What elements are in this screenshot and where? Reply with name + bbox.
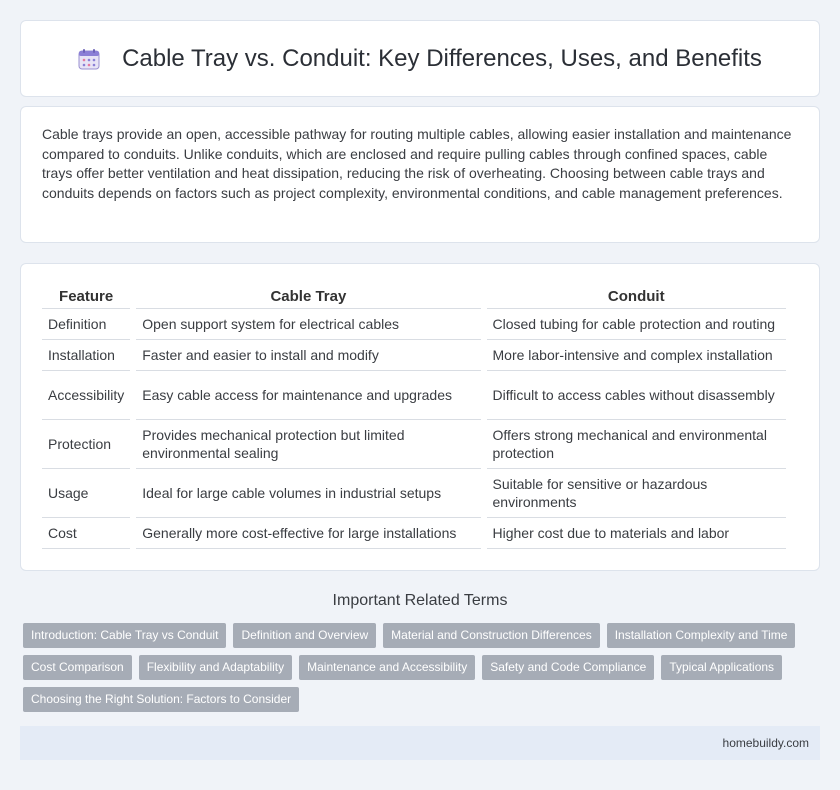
conduit-cell: Suitable for sensitive or hazardous environments <box>487 469 787 518</box>
footer <box>20 726 820 760</box>
related-terms-heading: Important Related Terms <box>332 592 508 609</box>
tag-safety[interactable]: Safety and Code Compliance <box>482 655 654 680</box>
title-wrap <box>78 45 762 73</box>
conduit-cell: Offers strong mechanical and environmental protection <box>487 420 787 469</box>
intro-card <box>20 106 820 243</box>
feature-cell: Protection <box>42 420 130 469</box>
footer-site[interactable]: homebuildy.com <box>722 736 809 750</box>
table-row <box>42 371 786 420</box>
table-header-row <box>42 283 786 309</box>
feature-cell: Installation <box>42 340 130 371</box>
cable-tray-cell: Open support system for electrical cables <box>136 309 480 340</box>
comparison-table <box>36 283 792 549</box>
conduit-cell: Higher cost due to materials and labor <box>487 518 787 549</box>
tag-definition[interactable]: Definition and Overview <box>233 623 376 648</box>
tag-flexibility[interactable]: Flexibility and Adaptability <box>139 655 292 680</box>
tag-installation[interactable]: Installation Complexity and Time <box>607 623 796 648</box>
header-card <box>20 20 820 97</box>
table-row <box>42 340 786 371</box>
feature-cell: Definition <box>42 309 130 340</box>
table-row <box>42 420 786 469</box>
conduit-cell: Difficult to access cables without disassembly <box>487 371 787 420</box>
tag-material[interactable]: Material and Construction Differences <box>383 623 600 648</box>
conduit-cell: Closed tubing for cable protection and routing <box>487 309 787 340</box>
comparison-table-card <box>20 263 820 571</box>
cable-tray-cell: Generally more cost-effective for large installations <box>136 518 480 549</box>
tag-cost[interactable]: Cost Comparison <box>23 655 132 680</box>
table-row <box>42 469 786 518</box>
table-row <box>42 518 786 549</box>
calendar-icon <box>78 48 100 70</box>
feature-cell: Usage <box>42 469 130 518</box>
cable-tray-cell: Provides mechanical protection but limited environmental sealing <box>136 420 480 469</box>
related-terms-tags <box>23 623 813 719</box>
table-row <box>42 309 786 340</box>
tag-choosing[interactable]: Choosing the Right Solution: Factors to Consider <box>23 687 299 712</box>
header-conduit: Conduit <box>487 283 787 309</box>
conduit-cell: More labor-intensive and complex installation <box>487 340 787 371</box>
page-title: Cable Tray vs. Conduit: Key Differences, Uses, and Benefits <box>122 44 762 72</box>
header-feature: Feature <box>42 283 130 309</box>
header-cable-tray: Cable Tray <box>136 283 480 309</box>
tag-introduction[interactable]: Introduction: Cable Tray vs Conduit <box>23 623 226 648</box>
feature-cell: Accessibility <box>42 371 130 420</box>
tag-maintenance[interactable]: Maintenance and Accessibility <box>299 655 475 680</box>
feature-cell: Cost <box>42 518 130 549</box>
tag-applications[interactable]: Typical Applications <box>661 655 782 680</box>
intro-paragraph: Cable trays provide an open, accessible pathway for routing multiple cables, allowing easier installation and maintenance compared to conduits. Unlike conduits, which are enclosed and require pulling cables through confined spaces, cable trays offer better ventilation and heat dissipation, reducing the risk of overheating. Choosing between cable trays and conduits depends on factors such as project complexity, environmental conditions, and cable management preferences. <box>42 126 792 201</box>
cable-tray-cell: Ideal for large cable volumes in industrial setups <box>136 469 480 518</box>
cable-tray-cell: Faster and easier to install and modify <box>136 340 480 371</box>
cable-tray-cell: Easy cable access for maintenance and upgrades <box>136 371 480 420</box>
